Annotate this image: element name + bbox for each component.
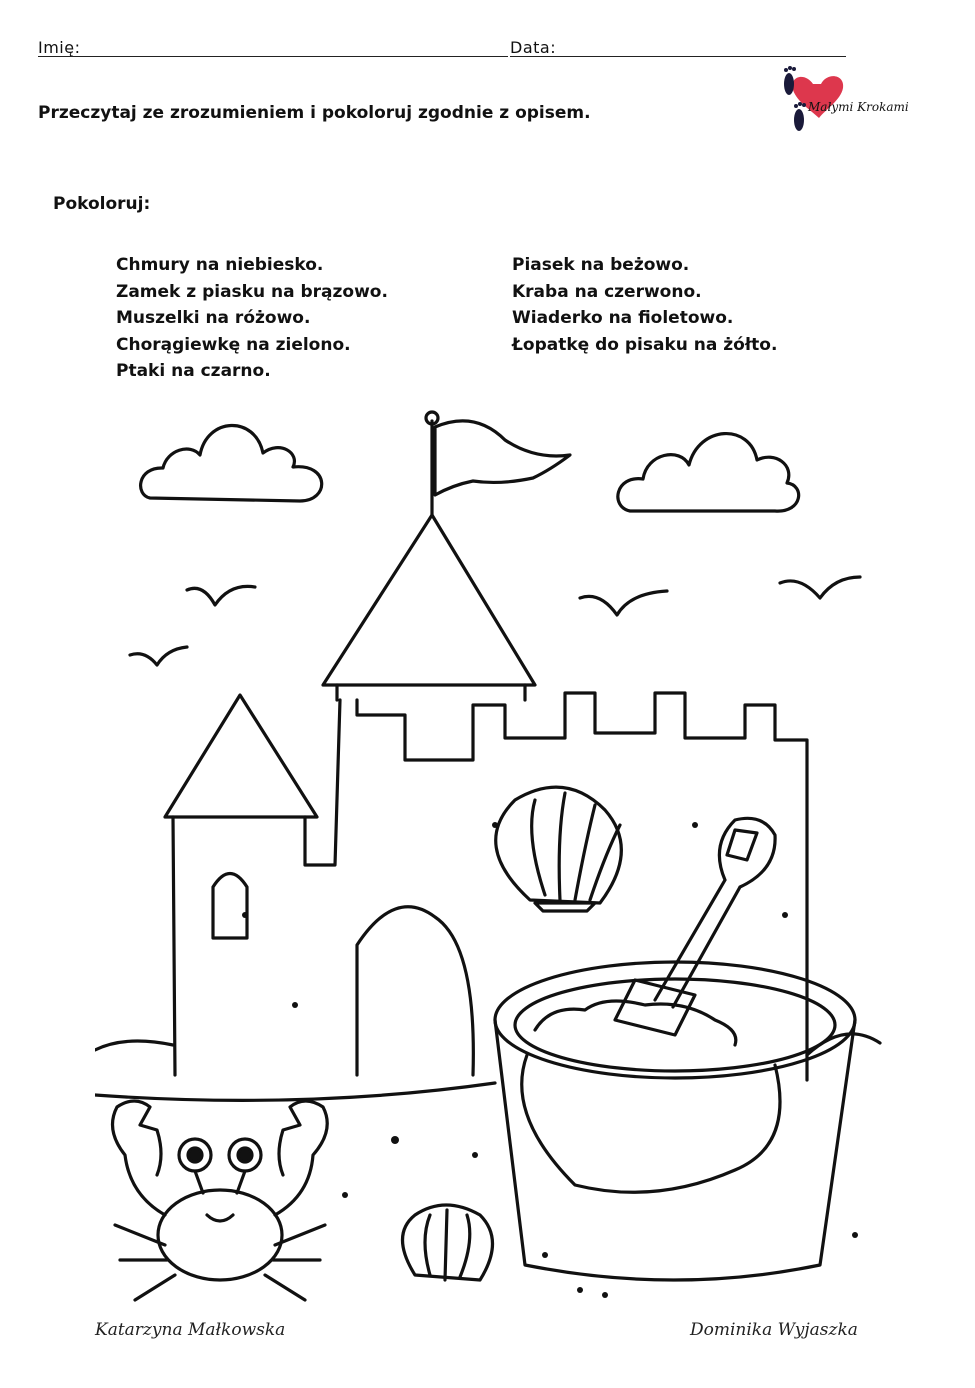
bird-icon bbox=[130, 647, 187, 665]
task-item: Łopatkę do pisaku na żółto. bbox=[512, 334, 778, 355]
task-item: Piasek na beżowo. bbox=[512, 255, 690, 275]
bucket-body bbox=[495, 1020, 855, 1280]
task-item: Wiaderko na fioletowo. bbox=[512, 308, 734, 328]
task-list-right bbox=[512, 252, 777, 358]
coloring-illustration bbox=[95, 355, 915, 1315]
task-item: Kraba na czerwono. bbox=[512, 281, 702, 302]
author-signature-right: Dominika Wyjaszka bbox=[690, 1320, 858, 1340]
bird-icon bbox=[580, 591, 667, 615]
task-item: Chmury na niebiesko. bbox=[116, 255, 324, 275]
name-label: Imię: bbox=[38, 38, 81, 57]
sand-in-bucket bbox=[535, 1001, 736, 1045]
castle-door bbox=[357, 907, 473, 1075]
bird-icon bbox=[780, 577, 860, 598]
tower-roof-left bbox=[165, 695, 317, 817]
author-signature-left: Katarzyna Małkowska bbox=[95, 1320, 286, 1340]
subheading: Pokoloruj: bbox=[53, 194, 151, 214]
flag bbox=[435, 421, 570, 495]
date-label: Data: bbox=[510, 38, 557, 57]
ground bbox=[95, 1034, 880, 1100]
task-item: Zamek z piasku na brązowo. bbox=[116, 281, 388, 302]
task-item: Muszelki na różowo. bbox=[116, 308, 311, 328]
date-line bbox=[510, 56, 846, 57]
name-line bbox=[38, 56, 508, 57]
task-item: Ptaki na czarno. bbox=[116, 361, 271, 381]
logo-text: Małymi Krokami bbox=[808, 100, 909, 114]
cloud-left bbox=[141, 425, 322, 501]
castle-window bbox=[213, 874, 247, 939]
bird-icon bbox=[187, 586, 255, 605]
cloud-right bbox=[618, 434, 799, 512]
task-item: Chorągiewkę na zielono. bbox=[116, 334, 351, 355]
instruction-text: Przeczytaj ze zrozumieniem i pokoloruj zgodnie z opisem. bbox=[38, 103, 591, 123]
tower-roof-center bbox=[323, 515, 535, 685]
crab bbox=[113, 1101, 328, 1300]
castle-body bbox=[173, 693, 807, 1080]
logo bbox=[775, 62, 920, 144]
